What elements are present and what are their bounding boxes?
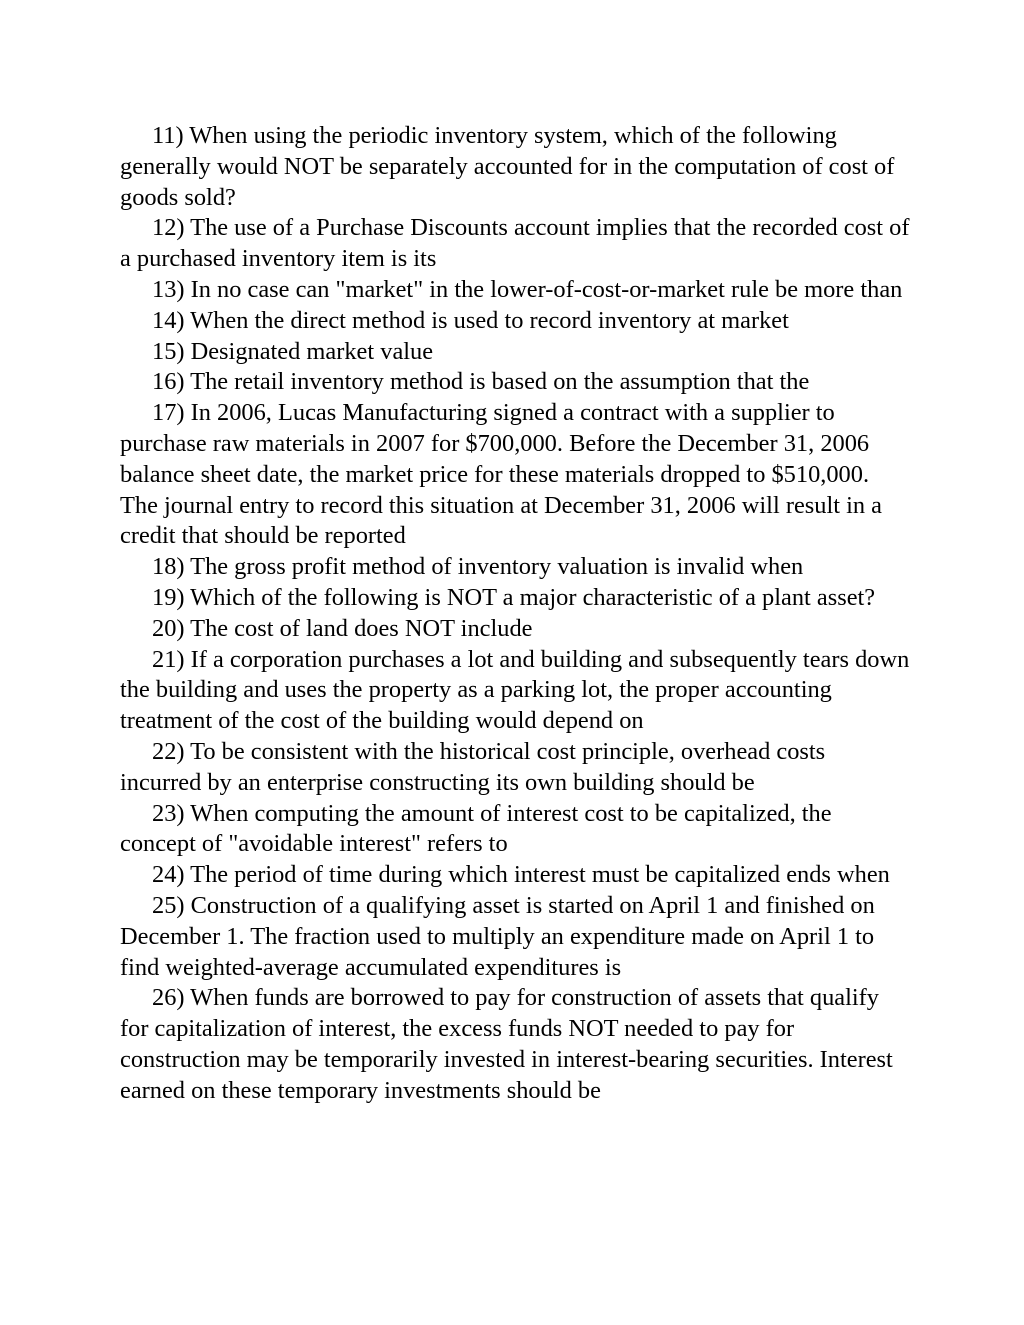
question-26: 26) When funds are borrowed to pay for construction of assets that qualify for capitalization of interest, the excess funds NOT needed to pay for construction may be temporarily invested in interest-bearing securities. Interest earned on these temporary investments should be <box>120 984 893 1104</box>
question-16: 16) The retail inventory method is based on the assumption that the <box>152 368 810 396</box>
question-15: 15) Designated market value <box>152 337 434 365</box>
question-14: 14) When the direct method is used to record inventory at market <box>152 306 789 334</box>
question-25: 25) Construction of a qualifying asset is started on April 1 and finished on December 1. The fraction used to multiply an expenditure made on April 1 to find weighted-average accumulated expenditures is <box>120 891 875 981</box>
question-11: 11) When using the periodic inventory system, which of the following generally would NOT be separately accounted for in the computation of cost of goods sold? <box>120 122 895 211</box>
question-13: 13) In no case can "market" in the lower-of-cost-or-market rule be more than <box>152 275 903 303</box>
question-19: 19) Which of the following is NOT a major characteristic of a plant asset? <box>152 583 876 611</box>
question-22: 22) To be consistent with the historical cost principle, overhead costs incurred by an enterprise constructing its own building should be <box>120 737 826 796</box>
question-24: 24) The period of time during which interest must be capitalized ends when <box>152 861 890 889</box>
document-page <box>120 121 910 1107</box>
question-23: 23) When computing the amount of interest cost to be capitalized, the concept of "avoidable interest" refers to <box>120 799 832 858</box>
question-18: 18) The gross profit method of inventory valuation is invalid when <box>152 553 804 581</box>
question-21: 21) If a corporation purchases a lot and building and subsequently tears down the building and uses the property as a parking lot, the proper accounting treatment of the cost of the building would depend on <box>120 645 910 735</box>
question-12: 12) The use of a Purchase Discounts account implies that the recorded cost of a purchased inventory item is its <box>120 214 910 273</box>
question-17: 17) In 2006, Lucas Manufacturing signed a contract with a supplier to purchase raw materials in 2007 for $700,000. Before the December 31, 2006 balance sheet date, the market price for these materials dropped to $510,000. The journal entry to record this situation at December 31, 2006 will result in a credit that should be reported <box>120 399 883 550</box>
question-20: 20) The cost of land does NOT include <box>152 614 533 642</box>
